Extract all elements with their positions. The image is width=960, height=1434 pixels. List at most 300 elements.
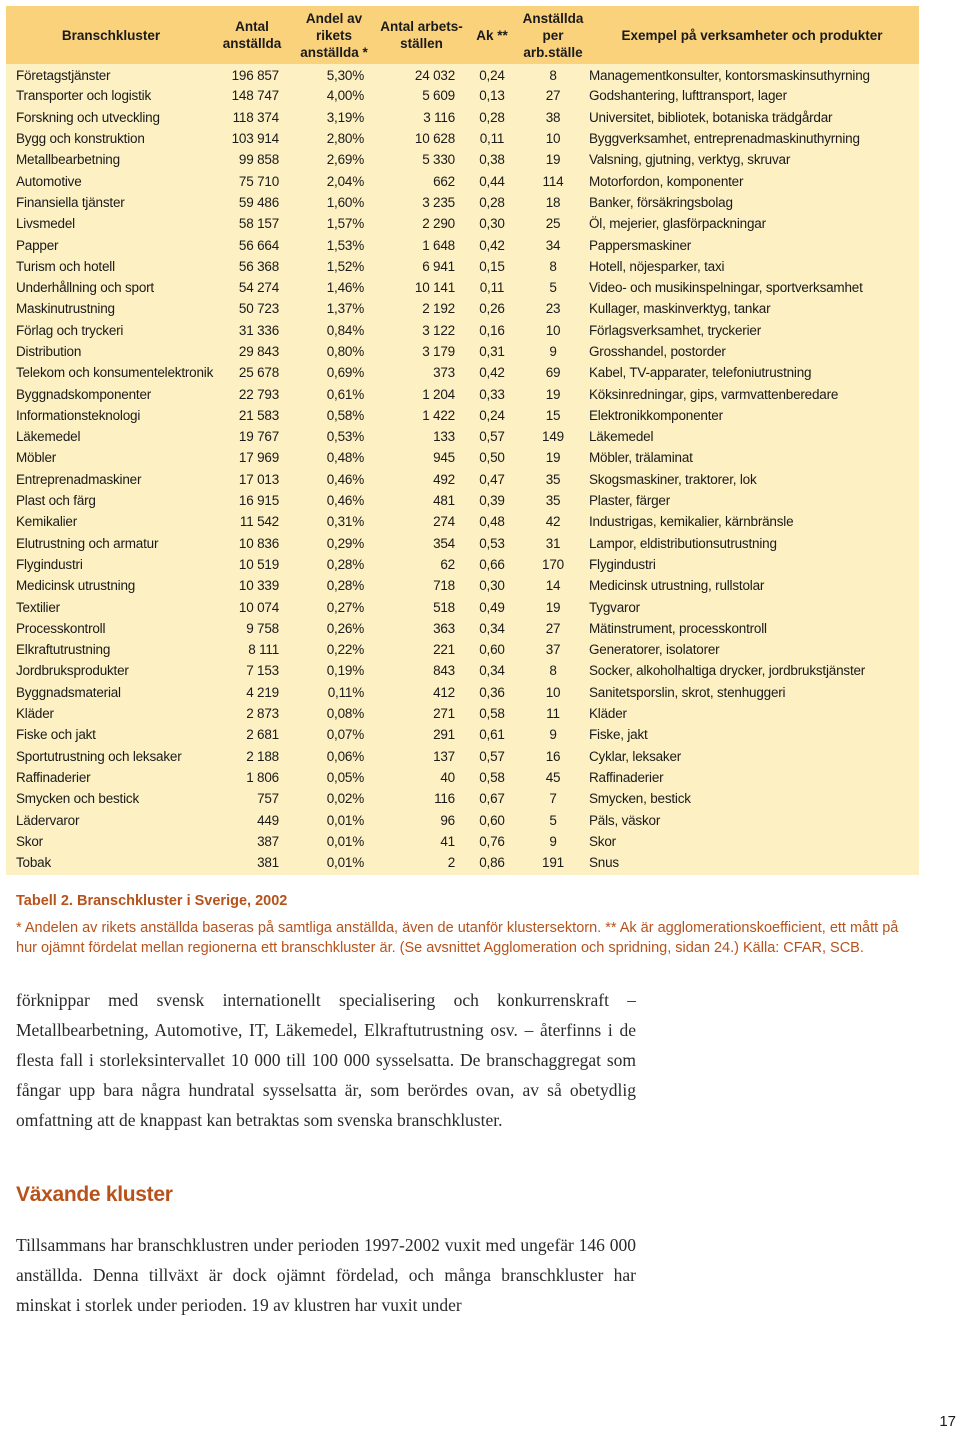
cell-workplaces: 10 141	[414, 280, 455, 296]
cell-per-workplace: 45	[545, 769, 561, 785]
cell-examples: Kullager, maskinverktyg, tankar	[589, 301, 771, 317]
cell-employees: 25 678	[238, 365, 279, 381]
cell-ak: 0,11	[479, 280, 505, 296]
cell-per-workplace: 114	[542, 173, 564, 189]
cell-employees: 381	[257, 855, 279, 871]
cell-workplaces: 1 204	[422, 386, 455, 402]
cell-workplaces: 363	[433, 620, 455, 636]
cell-share: 0,01%	[326, 812, 364, 828]
cell-ak: 0,53	[479, 535, 505, 551]
cell-ak: 0,49	[479, 599, 505, 615]
table-row	[6, 511, 919, 532]
cell-employees: 2 681	[246, 727, 279, 743]
cell-per-workplace: 35	[545, 471, 561, 487]
cell-workplaces: 24 032	[414, 68, 455, 84]
cell-cluster: Raffinaderier	[16, 769, 91, 785]
cell-examples: Öl, mejerier, glasförpackningar	[589, 216, 766, 232]
cell-workplaces: 2 192	[422, 301, 455, 317]
cell-per-workplace: 19	[545, 152, 561, 168]
table-row	[6, 405, 919, 426]
cell-ak: 0,66	[479, 556, 505, 572]
table-row	[6, 447, 919, 468]
cell-per-workplace: 10	[545, 322, 561, 338]
table-row	[6, 213, 919, 234]
cell-workplaces: 1 422	[422, 407, 455, 423]
cell-cluster: Livsmedel	[16, 216, 75, 232]
cell-workplaces: 354	[433, 535, 455, 551]
table-row	[6, 277, 919, 298]
cell-workplaces: 662	[433, 173, 455, 189]
table-caption: Tabell 2. Branschkluster i Sverige, 2002	[16, 893, 288, 909]
cell-cluster: Flygindustri	[16, 556, 83, 572]
cell-employees: 757	[257, 791, 279, 807]
cell-per-workplace: 8	[549, 258, 557, 274]
table-row	[6, 788, 919, 809]
cell-workplaces: 718	[433, 578, 455, 594]
cell-ak: 0,61	[479, 727, 505, 743]
cell-employees: 29 843	[238, 344, 279, 359]
cell-employees: 8 111	[248, 642, 279, 658]
cell-examples: Flygindustri	[589, 556, 656, 572]
cell-ak: 0,58	[479, 706, 505, 722]
cell-cluster: Transporter och logistik	[16, 88, 152, 104]
cell-ak: 0,30	[479, 578, 505, 594]
cell-share: 2,69%	[326, 152, 364, 168]
cell-workplaces: 3 116	[423, 109, 455, 125]
cell-employees: 2 188	[246, 748, 279, 764]
cell-examples: Plaster, färger	[589, 493, 671, 509]
table-row	[6, 85, 919, 106]
cell-examples: Sanitetsporslin, skrot, stenhuggeri	[589, 684, 786, 700]
cell-share: 0,29%	[326, 535, 364, 551]
cell-per-workplace: 170	[542, 556, 564, 572]
cell-share: 0,48%	[326, 450, 364, 466]
cell-employees: 22 793	[238, 386, 279, 402]
cell-cluster: Turism och hotell	[16, 258, 115, 274]
cell-per-workplace: 7	[549, 791, 557, 807]
cell-share: 0,84%	[326, 322, 364, 338]
table-row	[6, 554, 919, 575]
cell-employees: 17 969	[238, 450, 279, 466]
body-paragraph-2: Tillsammans har branschklustren under perioden 1997-2002 vuxit med ungefär 146 000 anställda. Denna tillväxt är dock ojämnt fördelad, och många branschkluster har minskat i storlek under perioden. 19 av klustren har vuxit under	[16, 1235, 636, 1315]
cell-cluster: Papper	[16, 237, 59, 253]
cell-share: 0,69%	[326, 365, 364, 381]
cell-workplaces: 5 330	[422, 152, 455, 168]
cell-ak: 0,36	[479, 684, 505, 700]
cell-ak: 0,34	[479, 663, 505, 679]
cell-employees: 10 339	[238, 578, 279, 594]
cell-employees: 2 873	[246, 706, 279, 722]
cell-examples: Generatorer, isolatorer	[589, 642, 720, 658]
cell-share: 0,06%	[326, 748, 364, 764]
cell-cluster: Kemikalier	[16, 514, 78, 530]
cell-examples: Banker, försäkringsbolag	[589, 194, 733, 210]
cell-cluster: Elutrustning och armatur	[16, 535, 159, 551]
cell-workplaces: 133	[433, 429, 455, 445]
cell-per-workplace: 191	[542, 855, 564, 871]
cell-examples: Motorfordon, komponenter	[589, 173, 744, 189]
cell-employees: 59 486	[238, 194, 279, 210]
header-ak: Ak **	[476, 27, 508, 43]
cell-employees: 21 583	[238, 407, 279, 423]
header-examples: Exempel på verksamheter och produkter	[621, 27, 883, 43]
cell-workplaces: 492	[433, 471, 455, 487]
cell-workplaces: 3 179	[422, 344, 455, 359]
cell-workplaces: 271	[433, 706, 455, 722]
table-row	[6, 469, 919, 490]
cell-per-workplace: 19	[545, 599, 561, 615]
table-row	[6, 128, 919, 149]
cell-cluster: Läkemedel	[16, 429, 81, 445]
cell-examples: Hotell, nöjesparker, taxi	[589, 258, 725, 274]
cell-ak: 0,60	[479, 642, 505, 658]
cell-per-workplace: 69	[545, 365, 561, 381]
cell-workplaces: 1 648	[422, 237, 455, 253]
cell-per-workplace: 10	[545, 131, 561, 147]
cell-ak: 0,44	[479, 173, 505, 189]
cell-employees: 16 915	[238, 493, 279, 509]
table-body	[6, 64, 919, 873]
cell-ak: 0,67	[479, 791, 505, 807]
cell-workplaces: 2 290	[422, 216, 455, 232]
cell-examples: Video- och musikinspelningar, sportverksamhet	[589, 280, 863, 296]
cell-ak: 0,34	[479, 620, 505, 636]
cell-examples: Snus	[589, 855, 619, 871]
cell-cluster: Processkontroll	[16, 620, 106, 636]
cell-workplaces: 137	[433, 748, 455, 764]
cell-workplaces: 6 941	[422, 258, 455, 274]
cell-employees: 50 723	[238, 301, 279, 317]
cell-share: 0,22%	[326, 642, 364, 658]
cell-examples: Kabel, TV-apparater, telefoniutrustning	[589, 365, 812, 381]
cell-examples: Grosshandel, postorder	[589, 344, 726, 359]
cell-examples: Universitet, bibliotek, botaniska trädgårdar	[589, 109, 833, 125]
cell-examples: Tygvaror	[589, 599, 640, 615]
cell-share: 3,19%	[326, 109, 364, 125]
cell-examples: Smycken, bestick	[589, 791, 691, 807]
cell-cluster: Sportutrustning och leksaker	[16, 748, 182, 764]
cell-cluster: Metallbearbetning	[16, 152, 120, 168]
cell-ak: 0,48	[479, 514, 505, 530]
section-heading: Växande kluster	[16, 1183, 173, 1206]
cell-per-workplace: 19	[545, 450, 561, 466]
cell-cluster: Smycken och bestick	[16, 791, 139, 807]
table-row	[6, 490, 919, 511]
cell-ak: 0,76	[479, 833, 505, 849]
cell-examples: Mätinstrument, processkontroll	[589, 620, 767, 636]
cell-ak: 0,11	[479, 131, 505, 147]
cell-employees: 9 758	[246, 620, 279, 636]
cell-per-workplace: 38	[545, 109, 561, 125]
cell-share: 1,57%	[326, 216, 364, 232]
cell-employees: 118 374	[232, 109, 279, 125]
table-row	[6, 170, 919, 191]
cell-workplaces: 96	[440, 812, 455, 828]
cell-ak: 0,57	[479, 748, 505, 764]
cell-share: 1,52%	[326, 258, 364, 274]
table-row	[6, 107, 919, 128]
cell-share: 0,02%	[326, 791, 364, 807]
cell-examples: Elektronikkomponenter	[589, 407, 723, 423]
header-employees: Antal anställda	[222, 19, 282, 51]
cell-per-workplace: 27	[545, 620, 561, 636]
table-row	[6, 320, 919, 341]
cell-ak: 0,28	[479, 109, 505, 125]
cell-cluster: Plast och färg	[16, 493, 96, 509]
cell-examples: Förlagsverksamhet, tryckerier	[589, 322, 761, 338]
table-row	[6, 831, 919, 852]
cell-cluster: Lädervaror	[16, 812, 80, 828]
cell-share: 2,80%	[326, 131, 364, 147]
cell-examples: Managementkonsulter, kontorsmaskinsuthyrning	[589, 68, 870, 84]
cell-per-workplace: 9	[549, 833, 557, 849]
cell-cluster: Skor	[16, 833, 43, 849]
cell-employees: 54 274	[238, 280, 279, 296]
cell-examples: Raffinaderier	[589, 769, 664, 785]
cell-ak: 0,38	[479, 152, 505, 168]
cell-ak: 0,47	[479, 471, 505, 487]
cell-share: 1,53%	[326, 237, 364, 253]
table-row	[6, 362, 919, 383]
table-row	[6, 192, 919, 213]
cell-share: 0,28%	[326, 556, 364, 572]
cell-workplaces: 10 628	[414, 131, 455, 147]
cell-per-workplace: 5	[549, 812, 557, 828]
cell-per-workplace: 42	[545, 514, 561, 530]
cell-per-workplace: 9	[549, 344, 557, 359]
cell-per-workplace: 31	[545, 535, 561, 551]
cell-share: 0,58%	[326, 407, 364, 423]
cell-share: 0,31%	[326, 514, 364, 530]
header-cluster: Branschkluster	[61, 27, 161, 43]
cell-ak: 0,13	[479, 88, 505, 104]
cell-employees: 148 747	[231, 88, 279, 104]
cell-ak: 0,24	[479, 407, 505, 423]
cell-ak: 0,39	[479, 493, 505, 509]
table-row	[6, 767, 919, 788]
cell-employees: 56 368	[238, 258, 279, 274]
cell-cluster: Entreprenadmaskiner	[16, 471, 142, 487]
table-row	[6, 64, 919, 85]
cell-examples: Cyklar, leksaker	[589, 748, 682, 764]
table-header-row	[6, 6, 919, 64]
cell-ak: 0,28	[479, 194, 505, 210]
cell-per-workplace: 11	[546, 706, 560, 722]
cell-share: 0,28%	[326, 578, 364, 594]
cell-share: 0,46%	[326, 493, 364, 509]
cell-share: 0,01%	[326, 855, 364, 871]
table-row	[6, 703, 919, 724]
page-number: 17	[939, 1413, 956, 1430]
cell-examples: Kläder	[589, 706, 627, 722]
cell-employees: 19 767	[238, 429, 279, 445]
cell-cluster: Forskning och utveckling	[16, 109, 160, 125]
cell-per-workplace: 37	[545, 642, 561, 658]
cell-cluster: Kläder	[16, 706, 54, 722]
cell-workplaces: 843	[433, 663, 455, 679]
cell-examples: Medicinsk utrustning, rullstolar	[589, 578, 765, 594]
cell-cluster: Finansiella tjänster	[16, 194, 125, 210]
cell-workplaces: 412	[433, 684, 455, 700]
cell-cluster: Jordbruksprodukter	[16, 663, 129, 679]
cell-per-workplace: 14	[545, 578, 561, 594]
cell-share: 0,80%	[326, 344, 364, 359]
cell-share: 0,46%	[326, 471, 364, 487]
cell-per-workplace: 16	[545, 748, 561, 764]
cell-employees: 99 858	[238, 152, 279, 168]
cell-cluster: Automotive	[16, 173, 82, 189]
cell-workplaces: 40	[440, 769, 455, 785]
cell-cluster: Elkraftutrustning	[16, 642, 111, 658]
cell-share: 0,61%	[326, 386, 364, 402]
cell-per-workplace: 5	[549, 280, 557, 296]
cell-workplaces: 3 235	[422, 194, 455, 210]
cell-share: 0,19%	[326, 663, 364, 679]
body-paragraph-1: förknippar med svensk internationellt specialisering och konkurrenskraft – Metallbearbetning, Automotive, IT, Läkemedel, Elkraftutrustning osv. – återfinns i de flesta fall i storleksintervallet 10 000 till 100 000 sysselsatta. De branschaggregat som fångar upp bara några hundratal sysselsatta är, som berördes ovan, av så obetydlig omfattning att de knappast kan betraktas som svenska branschkluster.	[16, 990, 636, 1130]
cell-ak: 0,42	[479, 237, 505, 253]
cell-examples: Socker, alkoholhaltiga drycker, jordbrukstjänster	[589, 663, 866, 679]
cell-examples: Pappersmaskiner	[589, 237, 692, 253]
table-row	[6, 746, 919, 767]
cell-workplaces: 518	[433, 599, 455, 615]
cell-cluster: Fiske och jakt	[16, 727, 96, 743]
cell-cluster: Informationsteknologi	[16, 407, 141, 423]
cell-ak: 0,31	[479, 344, 505, 359]
cell-workplaces: 481	[433, 493, 455, 509]
header-share: Andel av rikets anställda *	[300, 10, 368, 60]
cell-examples: Fiske, jakt	[589, 727, 648, 743]
cell-per-workplace: 27	[545, 88, 561, 104]
cell-per-workplace: 25	[545, 216, 561, 232]
cluster-table-container	[6, 6, 919, 875]
cell-ak: 0,50	[479, 450, 505, 466]
table-row	[6, 149, 919, 170]
cell-share: 4,00%	[326, 88, 364, 104]
cell-employees: 10 074	[238, 599, 279, 615]
cell-ak: 0,58	[479, 769, 505, 785]
cell-employees: 31 336	[238, 322, 279, 338]
cluster-table	[6, 6, 919, 873]
cell-workplaces: 41	[440, 833, 455, 849]
cell-examples: Läkemedel	[589, 429, 654, 445]
cell-examples: Möbler, trälaminat	[589, 450, 693, 466]
cell-employees: 449	[257, 812, 279, 828]
cell-cluster: Möbler	[16, 450, 57, 466]
cell-per-workplace: 10	[545, 684, 561, 700]
cell-per-workplace: 9	[549, 727, 557, 743]
table-row	[6, 852, 919, 873]
cell-cluster: Telekom och konsumentelektronik	[16, 365, 214, 381]
cell-examples: Valsning, gjutning, verktyg, skruvar	[589, 152, 791, 168]
cell-cluster: Byggnadsmaterial	[16, 684, 121, 700]
cell-share: 0,26%	[326, 620, 364, 636]
cell-cluster: Underhållning och sport	[16, 280, 154, 296]
table-row	[6, 809, 919, 830]
cell-employees: 7 153	[246, 663, 279, 679]
cell-examples: Päls, väskor	[589, 812, 661, 828]
table-row	[6, 341, 919, 362]
cell-per-workplace: 18	[545, 194, 561, 210]
header-per-workplace: Anställda per arb.ställe	[522, 10, 584, 60]
cell-ak: 0,16	[479, 322, 505, 338]
table-footnote: * Andelen av rikets anställda baseras på samtliga anställda, även de utanför klustersektorn. ** Ak är agglomerationskoefficient, ett mått på hur ojämnt fördelat mellan regionerna ett branschkluster är. (Se avsnittet Agglomeration och spridning, sidan 24.) Källa: CFAR, SCB.	[16, 920, 899, 956]
cell-per-workplace: 8	[549, 663, 557, 679]
cell-cluster: Förlag och tryckeri	[16, 322, 124, 338]
cell-employees: 56 664	[238, 237, 279, 253]
table-row	[6, 533, 919, 554]
cell-share: 1,60%	[326, 194, 364, 210]
table-row	[6, 724, 919, 745]
cell-share: 1,46%	[326, 280, 364, 296]
cell-share: 0,05%	[326, 769, 364, 785]
cell-examples: Lampor, eldistributionsutrustning	[589, 535, 777, 551]
cell-share: 0,27%	[326, 599, 364, 615]
cell-examples: Industrigas, kemikalier, kärnbränsle	[589, 514, 794, 530]
cell-share: 0,08%	[326, 706, 364, 722]
cell-per-workplace: 23	[545, 301, 561, 317]
cell-cluster: Tobak	[16, 855, 52, 871]
cell-ak: 0,15	[479, 258, 505, 274]
cell-employees: 17 013	[238, 471, 279, 487]
cell-employees: 103 914	[231, 131, 279, 147]
cell-cluster: Distribution	[16, 344, 82, 359]
cell-cluster: Textilier	[16, 599, 60, 615]
cell-cluster: Bygg och konstruktion	[16, 131, 145, 147]
cell-workplaces: 116	[434, 791, 455, 807]
cell-workplaces: 2	[447, 855, 455, 871]
cell-share: 0,53%	[326, 429, 364, 445]
cell-workplaces: 62	[440, 556, 455, 572]
cell-examples: Byggverksamhet, entreprenadmaskinuthyrning	[589, 131, 860, 147]
table-row	[6, 575, 919, 596]
cell-employees: 196 857	[231, 68, 279, 84]
cell-employees: 4 219	[246, 684, 279, 700]
cell-workplaces: 945	[433, 450, 455, 466]
cell-employees: 1 806	[246, 769, 279, 785]
cell-examples: Godshantering, lufttransport, lager	[589, 88, 787, 104]
cell-workplaces: 3 122	[422, 322, 455, 338]
table-row	[6, 660, 919, 681]
table-row	[6, 234, 919, 255]
cell-employees: 10 836	[238, 535, 279, 551]
cell-employees: 11 542	[239, 514, 279, 530]
cell-cluster: Maskinutrustning	[16, 301, 115, 317]
table-row	[6, 639, 919, 660]
cell-cluster: Företagstjänster	[16, 68, 111, 84]
cell-share: 1,37%	[326, 301, 364, 317]
cell-examples: Köksinredningar, gips, varmvattenberedare	[589, 386, 839, 402]
cell-employees: 75 710	[238, 173, 279, 189]
cell-workplaces: 221	[433, 642, 455, 658]
cell-workplaces: 373	[433, 365, 455, 381]
cell-share: 5,30%	[326, 68, 364, 84]
cell-per-workplace: 34	[545, 237, 561, 253]
table-row	[6, 618, 919, 639]
cell-ak: 0,33	[479, 386, 505, 402]
cell-share: 0,07%	[326, 727, 364, 743]
table-row	[6, 383, 919, 404]
cell-workplaces: 291	[433, 727, 455, 743]
cell-share: 0,11%	[327, 684, 364, 700]
table-row	[6, 682, 919, 703]
cell-workplaces: 274	[433, 514, 455, 530]
cell-cluster: Medicinsk utrustning	[16, 578, 136, 594]
cell-per-workplace: 15	[545, 407, 561, 423]
table-row	[6, 256, 919, 277]
header-workplaces: Antal arbets-ställen	[380, 19, 463, 51]
cell-ak: 0,26	[479, 301, 505, 317]
cell-workplaces: 5 609	[422, 88, 455, 104]
